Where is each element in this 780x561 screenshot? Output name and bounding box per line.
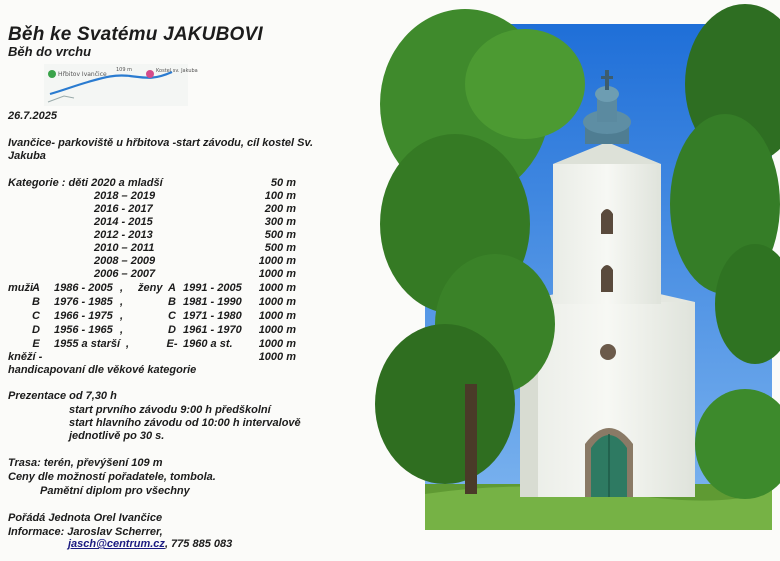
women-category: D [168, 324, 176, 336]
event-date: 26.7.2025 [8, 110, 57, 122]
categories-label: Kategorie : děti 2020 a mladší [8, 177, 163, 189]
men-category: B [32, 296, 40, 308]
presentation-line: jednotlivě po 30 s. [69, 430, 165, 442]
handicap-note: handicapovaní dle věkové kategorie [8, 364, 197, 376]
map-start-label: Hřbitov Ivančice [58, 71, 107, 78]
category-distance: 1000 m [258, 255, 296, 267]
prizes-info: Ceny dle možností pořadatele, tombola. [8, 471, 216, 483]
diploma-info: Pamětní diplom pro všechny [40, 485, 190, 497]
church-rose-window [600, 344, 616, 360]
women-range: 1971 - 1980 [183, 310, 242, 322]
women-label: ženy [138, 282, 163, 294]
presentation-line: start prvního závodu 9:00 h předškolní [69, 404, 271, 416]
page-subtitle: Běh do vrchu [8, 44, 92, 59]
event-location: Ivančice- parkoviště u hřbitova -start závodu, cíl kostel Sv. Jakuba [8, 137, 314, 162]
category-distance: 200 m [264, 203, 296, 215]
men-category: A [32, 282, 40, 294]
men-category: E [32, 338, 40, 350]
men-range: 1966 - 1975 [54, 310, 113, 322]
map-elevation-label: 109 m [116, 67, 133, 73]
women-range: 1961 - 1970 [183, 324, 242, 336]
category-range: 2006 – 2007 [94, 268, 156, 280]
church-window [601, 265, 613, 292]
email-link[interactable]: jasch@centrum.cz [68, 538, 165, 550]
category-range: 2018 – 2019 [94, 190, 156, 202]
page-title: Běh ke Svatému JAKUBOVI [8, 24, 263, 45]
priests-distance: 1000 m [258, 351, 296, 363]
adult-distance: 1000 m [258, 324, 296, 336]
adult-distance: 1000 m [258, 310, 296, 322]
women-category: E- [166, 338, 178, 350]
women-range: 1960 a st. [183, 338, 233, 350]
men-range: 1955 a starší [54, 338, 121, 350]
contact-name: Informace: Jaroslav Scherrer, [8, 526, 163, 538]
priests-label: kněží - [8, 351, 43, 363]
category-distance: 500 m [264, 229, 296, 241]
category-range: 2016 - 2017 [94, 203, 153, 215]
church-photo [425, 24, 772, 530]
category-distance: 50 m [270, 177, 296, 189]
men-range: 1986 - 2005 [54, 282, 113, 294]
phone-number: , 775 885 083 [164, 538, 233, 550]
finish-marker-icon [146, 70, 154, 78]
adult-distance: 1000 m [258, 296, 296, 308]
contact-line [68, 538, 232, 551]
women-category: B [168, 296, 176, 308]
route-map [44, 64, 198, 106]
separator: , [120, 324, 124, 336]
category-range: 2010 – 2011 [94, 242, 155, 254]
women-range: 1991 - 2005 [183, 282, 242, 294]
men-range: 1956 - 1965 [54, 324, 113, 336]
men-category: C [32, 310, 40, 322]
separator: , [120, 282, 124, 294]
men-category: D [32, 324, 40, 336]
women-category: A [168, 282, 176, 294]
separator: , [120, 310, 124, 322]
map-end-label: Kostel sv. Jakuba [156, 68, 198, 74]
category-distance: 100 m [264, 190, 296, 202]
category-range: 2012 - 2013 [94, 229, 153, 241]
category-distance: 1000 m [258, 268, 296, 280]
category-range: 2014 - 2015 [94, 216, 153, 228]
adult-distance: 1000 m [258, 282, 296, 294]
adult-distance: 1000 m [258, 338, 296, 350]
start-marker-icon [48, 70, 56, 78]
category-distance: 300 m [264, 216, 296, 228]
organizer: Pořádá Jednota Orel Ivančice [8, 512, 163, 524]
course-info: Trasa: terén, převýšení 109 m [8, 457, 163, 469]
women-range: 1981 - 1990 [183, 296, 242, 308]
church-window [601, 209, 613, 234]
presentation-line: start hlavního závodu od 10:00 h intervalově [69, 417, 301, 429]
presentation-title: Prezentace od 7,30 h [8, 390, 117, 402]
men-label: muži [8, 282, 34, 294]
separator: , [126, 338, 130, 350]
separator: , [120, 296, 124, 308]
category-distance: 500 m [264, 242, 296, 254]
men-range: 1976 - 1985 [54, 296, 113, 308]
women-category: C [168, 310, 176, 322]
category-range: 2008 – 2009 [94, 255, 156, 267]
